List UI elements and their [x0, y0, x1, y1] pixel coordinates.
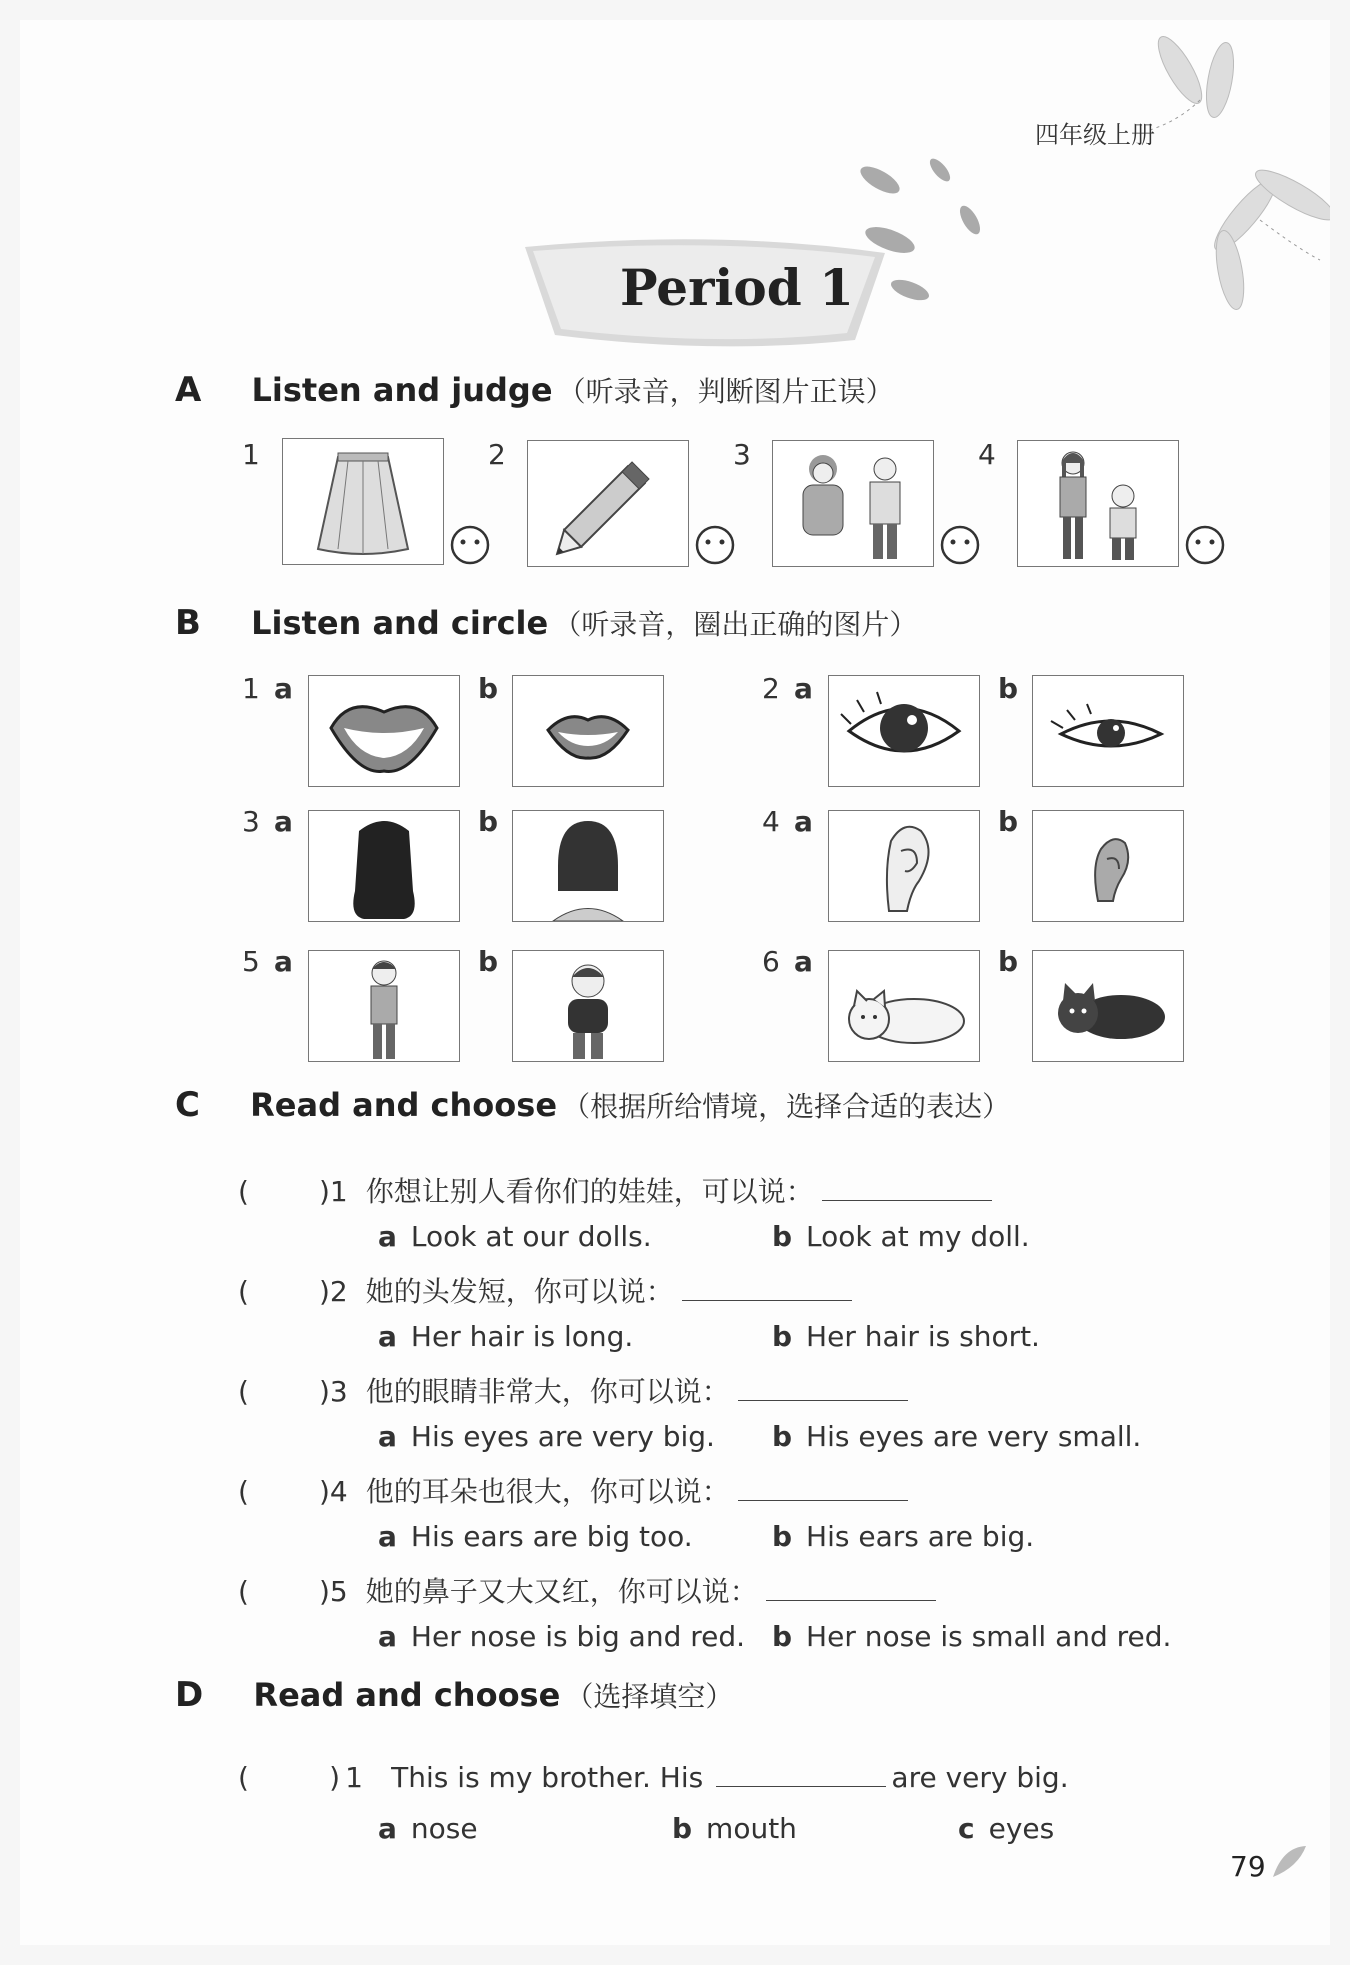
option-a — [378, 1220, 652, 1253]
item-number: 4 — [978, 438, 996, 471]
answer-paren-open[interactable]: ( — [238, 1761, 249, 1794]
fat-boy-icon — [513, 951, 663, 1061]
grade-label: 四年级上册 — [1035, 121, 1155, 149]
option-a-label: a — [274, 805, 293, 838]
skirt-icon — [283, 439, 443, 564]
page-number: 79 — [1230, 1850, 1266, 1883]
section-d-heading — [175, 1675, 733, 1715]
section-subtitle: （听录音，判断图片正误） — [557, 375, 894, 408]
thin-boy-icon — [309, 951, 459, 1061]
option-a-label: a — [378, 1812, 397, 1845]
short-hair-icon — [513, 811, 663, 921]
option-b-text: His ears are big. — [806, 1520, 1035, 1553]
option-a-label: a — [794, 805, 813, 838]
option-a-label: a — [794, 945, 813, 978]
option-a — [378, 1520, 693, 1553]
option-b — [772, 1620, 1171, 1653]
question-number: 1 — [329, 1175, 348, 1208]
option-a — [378, 1620, 745, 1653]
face-icon[interactable] — [450, 525, 490, 565]
section-subtitle: （听录音，圈出正确的图片） — [553, 608, 918, 641]
picture-box[interactable] — [1032, 950, 1184, 1062]
big-eye-icon — [829, 676, 979, 786]
option-a-label: a — [274, 672, 293, 705]
big-ear-icon — [829, 811, 979, 921]
item-number: 1 — [242, 438, 260, 471]
section-letter: D — [175, 1675, 204, 1715]
option-b — [672, 1812, 797, 1845]
section-letter: A — [175, 370, 202, 410]
option-a — [378, 1812, 478, 1845]
face-icon[interactable] — [1185, 525, 1225, 565]
answer-paren-close: ) — [318, 1375, 330, 1408]
dragonfly-decoration-icon — [1140, 20, 1330, 340]
small-ear-icon — [1033, 811, 1183, 921]
question-number: 3 — [329, 1375, 348, 1408]
picture-box[interactable] — [308, 950, 460, 1062]
picture-box[interactable] — [308, 675, 460, 787]
section-title: Listen and circle — [251, 604, 549, 642]
option-b-text: Her nose is small and red. — [806, 1620, 1172, 1653]
answer-paren-close: ) — [318, 1175, 330, 1208]
question-prompt: 你想让别人看你们的娃娃，可以说： — [365, 1175, 814, 1208]
question-number: 5 — [329, 1575, 348, 1608]
answer-blank[interactable] — [738, 1374, 908, 1401]
item-number: 3 — [733, 438, 751, 471]
option-c — [958, 1812, 1054, 1845]
picture-box — [772, 440, 934, 567]
option-b — [772, 1320, 1040, 1353]
picture-box[interactable] — [1032, 810, 1184, 922]
option-b-text: His eyes are very small. — [806, 1420, 1142, 1453]
option-b-label: b — [478, 672, 499, 705]
picture-box — [282, 438, 444, 565]
option-a-label: a — [794, 672, 813, 705]
section-c-heading — [175, 1085, 1010, 1125]
question-text-before: This is my brother. His — [391, 1761, 704, 1794]
option-a-label: a — [378, 1520, 397, 1553]
item-number: 2 — [762, 672, 780, 705]
workbook-page — [20, 20, 1330, 1945]
option-a — [378, 1420, 715, 1453]
face-icon[interactable] — [695, 525, 735, 565]
option-a-label: a — [378, 1620, 397, 1653]
section-a-heading — [175, 370, 894, 410]
question-number: 1 — [345, 1761, 363, 1794]
girl-and-boy-icon — [1018, 441, 1178, 566]
section-b-heading — [175, 603, 917, 643]
option-a-label: a — [378, 1420, 397, 1453]
picture-box[interactable] — [512, 810, 664, 922]
small-eye-icon — [1033, 676, 1183, 786]
section-title: Read and choose — [250, 1086, 558, 1124]
picture-box[interactable] — [828, 810, 980, 922]
question-text-after: are very big. — [891, 1761, 1069, 1794]
item-number: 6 — [762, 945, 780, 978]
answer-paren-close: ) — [318, 1475, 330, 1508]
answer-paren-open[interactable]: ( — [238, 1175, 249, 1208]
answer-blank[interactable] — [822, 1174, 992, 1201]
big-mouth-icon — [309, 676, 459, 786]
answer-paren-close: ) — [318, 1575, 330, 1608]
option-b-text: Look at my doll. — [806, 1220, 1030, 1253]
small-mouth-icon — [513, 676, 663, 786]
answer-blank[interactable] — [738, 1474, 908, 1501]
option-b-label: b — [998, 672, 1019, 705]
section-title: Read and choose — [253, 1676, 561, 1714]
section-letter: B — [175, 603, 201, 643]
question-row — [238, 1270, 852, 1310]
option-a-text: His ears are big too. — [410, 1520, 693, 1553]
section-title: Listen and judge — [251, 371, 553, 409]
option-b-label: b — [478, 945, 499, 978]
section-subtitle: （根据所给情境，选择合适的表达） — [562, 1090, 1011, 1123]
option-a-text: Her hair is long. — [410, 1320, 634, 1353]
option-a-text: His eyes are very big. — [410, 1420, 715, 1453]
option-b-label: b — [672, 1812, 693, 1845]
option-b-label: b — [772, 1420, 793, 1453]
picture-box[interactable] — [512, 675, 664, 787]
long-hair-icon — [309, 811, 459, 921]
white-cat-icon — [829, 951, 979, 1061]
fill-in-blank[interactable] — [716, 1760, 886, 1787]
section-letter: C — [175, 1085, 200, 1125]
question-number: 4 — [329, 1475, 348, 1508]
option-b-text: Her hair is short. — [806, 1320, 1040, 1353]
item-number: 3 — [242, 805, 260, 838]
question-number: 2 — [329, 1275, 348, 1308]
question-row — [238, 1470, 908, 1510]
option-a-label: a — [274, 945, 293, 978]
question-prompt: 她的头发短，你可以说： — [365, 1275, 674, 1308]
option-a-text: Look at our dolls. — [410, 1220, 652, 1253]
answer-paren-open[interactable]: ( — [238, 1475, 249, 1508]
option-b — [772, 1220, 1030, 1253]
answer-paren-open[interactable]: ( — [238, 1275, 249, 1308]
section-subtitle: （选择填空） — [565, 1680, 734, 1713]
option-c-text: eyes — [988, 1812, 1055, 1845]
answer-paren-open[interactable]: ( — [238, 1375, 249, 1408]
question-row — [238, 1370, 908, 1410]
option-b — [772, 1520, 1034, 1553]
answer-paren-close: ) — [329, 1761, 341, 1794]
picture-box[interactable] — [1032, 675, 1184, 787]
face-icon[interactable] — [940, 525, 980, 565]
black-cat-icon — [1033, 951, 1183, 1061]
item-number: 5 — [242, 945, 260, 978]
option-b-label: b — [478, 805, 499, 838]
option-a-label: a — [378, 1220, 397, 1253]
option-b-label: b — [998, 945, 1019, 978]
picture-box[interactable] — [308, 810, 460, 922]
item-number: 4 — [762, 805, 780, 838]
page-title: Period 1 — [620, 258, 854, 317]
option-a-text: Her nose is big and red. — [410, 1620, 746, 1653]
option-b-label: b — [772, 1320, 793, 1353]
option-b-label: b — [772, 1220, 793, 1253]
answer-blank[interactable] — [682, 1274, 852, 1301]
item-number: 1 — [242, 672, 260, 705]
answer-paren-close: ) — [318, 1275, 330, 1308]
option-b-label: b — [772, 1520, 793, 1553]
option-a — [378, 1320, 633, 1353]
question-prompt: 他的耳朵也很大，你可以说： — [365, 1475, 730, 1508]
option-c-label: c — [958, 1812, 975, 1845]
question-prompt: 她的鼻子又大又红，你可以说： — [365, 1575, 758, 1608]
answer-blank[interactable] — [766, 1574, 936, 1601]
item-number: 2 — [488, 438, 506, 471]
picture-box[interactable] — [512, 950, 664, 1062]
question-row — [238, 1570, 936, 1610]
option-a-label: a — [378, 1320, 397, 1353]
picture-box[interactable] — [828, 950, 980, 1062]
picture-box[interactable] — [828, 675, 980, 787]
answer-paren-open[interactable]: ( — [238, 1575, 249, 1608]
question-row — [238, 1170, 992, 1210]
option-b-label: b — [772, 1620, 793, 1653]
pencil-icon — [528, 441, 688, 566]
option-b-label: b — [998, 805, 1019, 838]
leaf-icon — [1268, 1842, 1308, 1882]
option-b-text: mouth — [706, 1812, 797, 1845]
picture-box — [527, 440, 689, 567]
option-a-text: nose — [410, 1812, 478, 1845]
question-prompt: 他的眼睛非常大，你可以说： — [365, 1375, 730, 1408]
option-b — [772, 1420, 1141, 1453]
picture-box — [1017, 440, 1179, 567]
question-row — [238, 1760, 1069, 1794]
woman-and-man-icon — [773, 441, 933, 566]
